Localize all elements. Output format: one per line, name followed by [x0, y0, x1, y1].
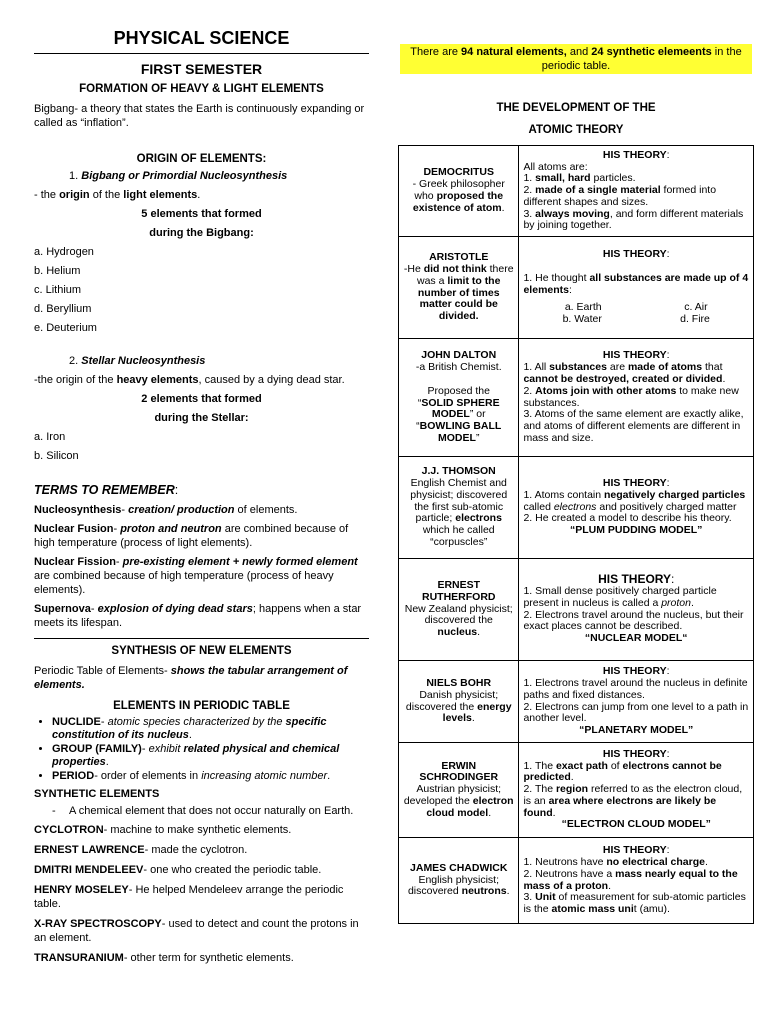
terms-heading: TERMS TO REMEMBER: [34, 483, 179, 497]
development-heading-line2: ATOMIC THEORY [528, 124, 624, 136]
model-name: “ELECTRON CLOUD MODEL” [561, 818, 711, 831]
highlight-note: There are 94 natural elements, and 24 synthetic elemeents in the periodic table. [400, 44, 752, 74]
fact-transuranium: TRANSURANIUM- other term for synthetic elements. [34, 952, 294, 964]
list-item: • PERIOD- order of elements in increasing atomic number. [52, 770, 369, 783]
table-row [399, 457, 754, 559]
table-row [399, 146, 754, 237]
scientist-cell: JOHN DALTON -a British Chemist. Proposed the “SOLID SPHERE MODEL” or “BOWLING BALL MODEL” [399, 339, 519, 457]
theory-cell: HIS THEORY: All atoms are: 1. small, hard particles. 2. made of a single material formed into different shapes and sizes. 3. always moving, and form different materials by joining together. [519, 146, 754, 237]
theory-cell: HIS THEORY: 1. Atoms contain negatively charged particles called electrons and positively charged matter 2. He created a model to describe his theory. “PLUM PUDDING MODEL” [519, 457, 754, 559]
fact-lawrence: ERNEST LAWRENCE- made the cyclotron. [34, 844, 248, 856]
bigbang-definition: Bigbang- a theory that states the Earth is continuously expanding or called as “inflation”. [34, 103, 365, 129]
table-row [399, 743, 754, 838]
table-row [399, 661, 754, 743]
five-elements-line2: during the Bigbang: [149, 227, 254, 239]
synthetic-heading: SYNTHETIC ELEMENTS [34, 788, 160, 800]
scientist-cell: DEMOCRITUS - Greek philosopher who proposed the existence of atom. [399, 146, 519, 237]
fact-mendeleev: DMITRI MENDELEEV- one who created the periodic table. [34, 864, 322, 876]
theory-cell: HIS THEORY: 1. Electrons travel around the nucleus in definite paths and fixed distances. 2. Electrons can jump from one level to a path in another level. “PLANETARY MODEL” [519, 661, 754, 743]
list-item: • GROUP (FAMILY)- exhibit related physical and chemical properties. [52, 743, 369, 769]
synthesis-heading: SYNTHESIS OF NEW ELEMENTS [111, 645, 292, 657]
item2-heading: 2. Stellar Nucleosynthesis [69, 355, 206, 367]
scientist-cell: NIELS BOHR Danish physicist; discovered the energy levels. [399, 661, 519, 743]
table-row [399, 237, 754, 339]
development-heading-line1: THE DEVELOPMENT OF THE [496, 102, 656, 114]
scientist-cell: ERNEST RUTHERFORD New Zealand physicist; discovered the nucleus. [399, 559, 519, 661]
table-row [399, 838, 754, 924]
term-nuclear-fusion: Nuclear Fusion- proton and neutron are combined because of high temperature (process of light elements). [34, 523, 349, 549]
model-name: “PLANETARY MODEL” [579, 724, 694, 737]
theory-cell: HIS THEORY: 1. All substances are made of atoms that cannot be destroyed, created or divided. 2. Atoms join with other atoms to make new substances. 3. Atoms of the same element are exactly alike, and atoms of different elements are different in mass and size. [519, 339, 754, 457]
heavy-element: b. Silicon [34, 450, 79, 462]
theory-cell: HIS THEORY: 1. The exact path of electrons cannot be predicted. 2. The region referred to as the electron cloud, is an area where electrons are likely be found. “ELECTRON CLOUD MODEL” [519, 743, 754, 838]
scientist-cell: ARISTOTLE -He did not think there was a limit to the number of times matter could be divided. [399, 237, 519, 339]
elements-in-table-heading: ELEMENTS IN PERIODIC TABLE [113, 700, 290, 712]
scientist-cell: JAMES CHADWICK English physicist; discovered neutrons. [399, 838, 519, 924]
theory-cell: HIS THEORY: 1. Neutrons have no electrical charge. 2. Neutrons have a mass nearly equal to the mass of a proton. 3. Unit of measurement for sub-atomic particles is the atomic mass unit (amu). [519, 838, 754, 924]
section-divider [34, 638, 369, 639]
term-nucleosynthesis: Nucleosynthesis- creation/ production of elements. [34, 504, 298, 516]
fact-xray: X-RAY SPECTROSCOPY- used to detect and count the protons in an element. [34, 918, 359, 944]
light-element: a. Hydrogen [34, 246, 94, 258]
two-elements-line1: 2 elements that formed [141, 393, 262, 405]
theory-cell: HIS THEORY: 1. Small dense positively charged particle present in nucleus is called a proton. 2. Electrons travel around the nucleus, but their exact places cannot be described. “NUCLEAR MODEL“ [519, 559, 754, 661]
light-element: c. Lithium [34, 284, 82, 296]
table-row [399, 339, 754, 457]
origin-heading: ORIGIN OF ELEMENTS: [136, 153, 267, 165]
light-element: d. Beryllium [34, 303, 92, 315]
title-divider [34, 53, 369, 54]
heavy-element: a. Iron [34, 431, 66, 443]
five-elements-line1: 5 elements that formed [141, 208, 262, 220]
page-title: PHYSICAL SCIENCE [113, 28, 290, 48]
right-column [398, 44, 754, 924]
theory-cell: HIS THEORY: 1. He thought all substances are made up of 4 elements: a. Earth c. Air b. Water d. Fire [519, 237, 754, 339]
light-element: b. Helium [34, 265, 81, 277]
periodic-table-list [52, 716, 369, 783]
light-element: e. Deuterium [34, 322, 97, 334]
atomic-theory-table [398, 145, 754, 924]
two-elements-line2: during the Stellar: [154, 412, 249, 424]
item1-description: - the origin of the light elements. [34, 189, 201, 201]
item2-description: -the origin of the heavy elements, caused by a dying dead star. [34, 374, 345, 386]
semester-heading: FIRST SEMESTER [140, 61, 263, 77]
model-name: “PLUM PUDDING MODEL” [570, 524, 703, 537]
formation-heading: FORMATION OF HEAVY & LIGHT ELEMENTS [79, 83, 324, 95]
term-nuclear-fission: Nuclear Fission- pre-existing element + newly formed element are combined because of high temperature (process of heavy elements). [34, 556, 358, 596]
synthetic-definition: - A chemical element that does not occur naturally on Earth. [52, 805, 354, 817]
list-item: • NUCLIDE- atomic species characterized by the specific constitution of its nucleus. [52, 716, 369, 742]
term-supernova: Supernova- explosion of dying dead stars; happens when a star meets its lifespan. [34, 603, 362, 629]
left-column [34, 27, 369, 965]
scientist-cell: J.J. THOMSON English Chemist and physicist; discovered the first sub-atomic particle; electrons which he called “corpuscles” [399, 457, 519, 559]
periodic-table-definition: Periodic Table of Elements- shows the tabular arrangement of elements. [34, 665, 348, 691]
four-elements: a. Earth c. Air [564, 301, 708, 314]
fact-cyclotron: CYCLOTRON- machine to make synthetic elements. [34, 824, 292, 836]
item1-heading: 1. Bigbang or Primordial Nucleosynthesis [69, 170, 288, 182]
scientist-cell: ERWIN SCHRODINGER Austrian physicist; developed the electron cloud model. [399, 743, 519, 838]
fact-moseley: HENRY MOSELEY- He helped Mendeleev arrange the periodic table. [34, 884, 344, 910]
model-name: “NUCLEAR MODEL“ [584, 632, 688, 645]
table-row [399, 559, 754, 661]
